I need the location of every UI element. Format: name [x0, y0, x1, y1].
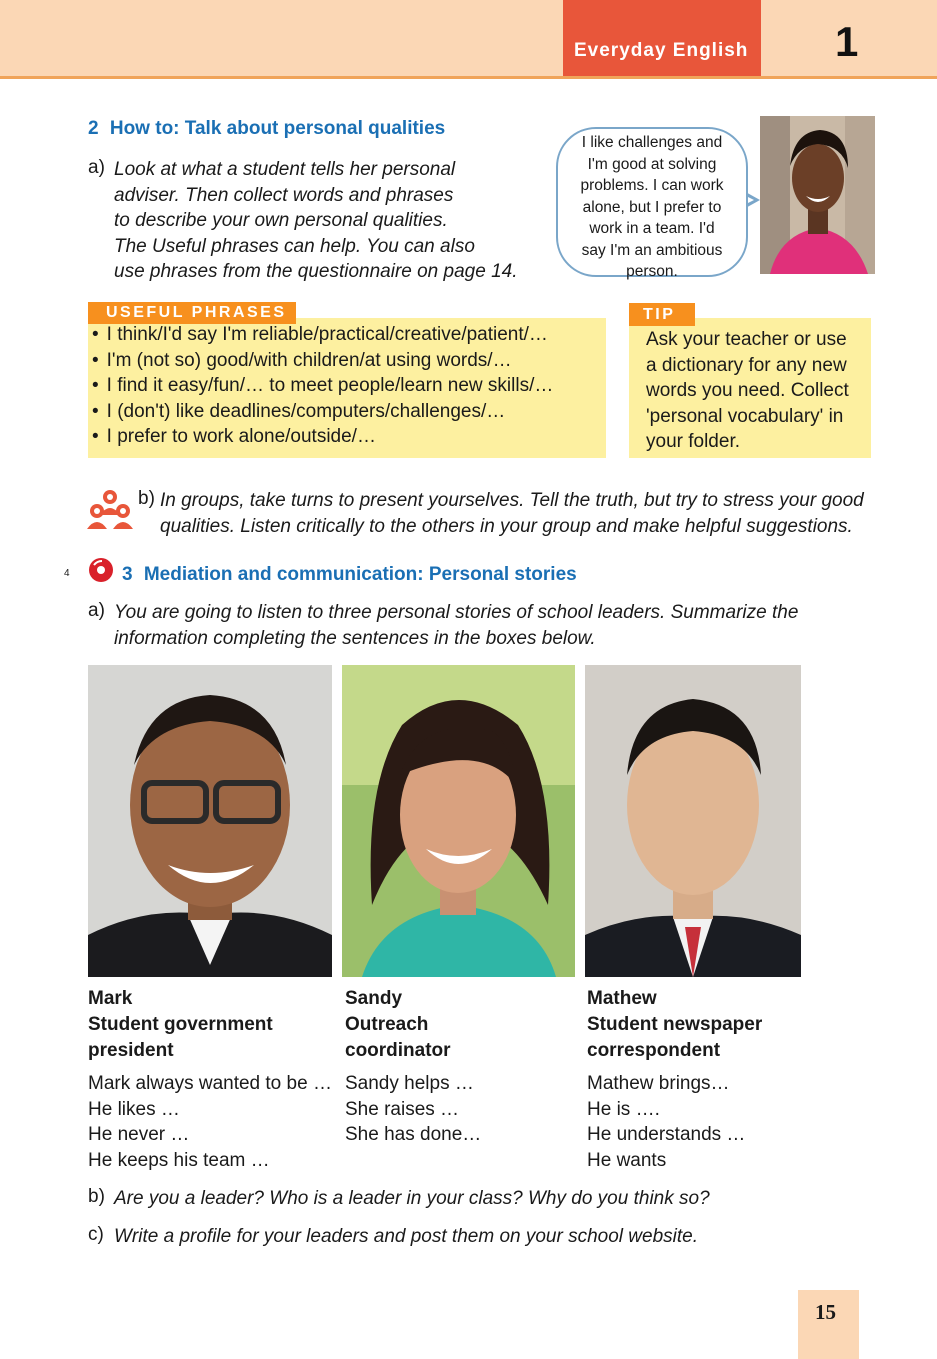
tip-label: TIP [629, 303, 695, 326]
ex2-heading [88, 118, 445, 140]
sentence-starter: He wants [587, 1149, 667, 1171]
sentences-mark [88, 1071, 344, 1173]
photo-mathew [585, 665, 801, 977]
caption-sandy [345, 986, 578, 1064]
bubble-line: problems. I can work [580, 177, 724, 194]
speech-bubble [556, 127, 748, 280]
sentences-mathew [587, 1071, 847, 1173]
bubble-line: person. [626, 263, 678, 280]
tip-line: a dictionary for any new [646, 354, 847, 376]
ex2-a-line: The Useful phrases can help. You can also [114, 235, 475, 257]
ex2-a-line: use phrases from the questionnaire on page 14. [114, 261, 518, 282]
sentence-starter: He understands … [587, 1124, 746, 1145]
section-title: Everyday English [574, 40, 749, 61]
person-role: Outreach [345, 1014, 429, 1035]
header-band [0, 0, 937, 76]
ex2-number: 2 [88, 118, 99, 139]
ex2-a-line: to describe your own personal qualities. [114, 210, 448, 231]
person-role: Student government [88, 1014, 273, 1035]
person-role: correspondent [587, 1040, 721, 1061]
ex2-b-line: In groups, take turns to present yourselves. Tell the truth, but try to stress your good [160, 490, 864, 511]
bubble-line: say I'm an ambitious [581, 241, 723, 259]
person-role: coordinator [345, 1040, 451, 1061]
bubble-line: alone, but I prefer to [582, 198, 722, 216]
phrase-item: • I (don't) like deadlines/computers/challenges/… [92, 399, 607, 425]
unit-number: 1 [835, 18, 859, 65]
phrase-item: • I'm (not so) good/with children/at using words/… [92, 348, 607, 374]
bubble-line: I like challenges and [581, 134, 723, 151]
audio-track-number: 4 [64, 568, 70, 579]
ex3-heading [122, 564, 577, 586]
tip-line: your folder. [646, 431, 740, 452]
tip-text [646, 327, 868, 455]
ex3-b-text: Are you a leader? Who is a leader in your class? Why do you think so? [114, 1188, 710, 1209]
sentence-starter: He never … [88, 1124, 190, 1145]
ex3-number: 3 [122, 564, 133, 585]
ex3-a-line: You are going to listen to three personal stories of school leaders. Summarize the [114, 602, 799, 623]
ex2-a-label: a) [88, 157, 105, 178]
sentence-starter: Sandy helps … [345, 1073, 474, 1094]
ex2-b-text [160, 488, 890, 539]
audio-cd-icon[interactable] [88, 557, 114, 583]
bubble-line: work in a team. I'd [589, 220, 715, 237]
tip-line: Ask your teacher or use [646, 329, 847, 350]
sentence-starter: He is …. [587, 1098, 660, 1120]
sentence-starter: She has done… [345, 1124, 482, 1145]
sentence-starter: Mark always wanted to be … [88, 1073, 332, 1094]
useful-phrases-label: USEFUL PHRASES [88, 302, 296, 324]
student-photo [760, 116, 875, 274]
person-name: Mark [88, 988, 133, 1009]
photo-mark [88, 665, 332, 977]
ex2-b-label: b) [138, 488, 155, 509]
header-rule [0, 76, 937, 79]
sentence-starter: He likes … [88, 1098, 180, 1120]
sentence-starter: Mathew brings… [587, 1073, 730, 1094]
phrase-item: • I prefer to work alone/outside/… [92, 424, 607, 450]
ex2-b-line: qualities. Listen critically to the others in your group and make helpful suggestions. [160, 515, 853, 537]
bubble-line: I'm good at solving [587, 155, 717, 173]
ex3-b-label: b) [88, 1186, 105, 1207]
ex3-a-line: information completing the sentences in the boxes below. [114, 627, 596, 649]
person-role: president [88, 1040, 174, 1061]
person-name: Mathew [587, 988, 657, 1009]
tip-line: words you need. Collect [646, 380, 849, 401]
ex3-c-label: c) [88, 1224, 104, 1245]
ex3-title: Mediation and communication: Personal stories [143, 564, 577, 585]
ex3-a-text [114, 600, 874, 651]
section-tab [563, 0, 761, 76]
sentence-starter: She raises … [345, 1098, 460, 1120]
ex2-a-line: adviser. Then collect words and phrases [114, 184, 454, 206]
ex2-a-instructions [114, 157, 554, 285]
ex2-title: How to: Talk about personal qualities [109, 118, 446, 139]
ex2-a-line: Look at what a student tells her personal [114, 159, 456, 180]
phrase-item: • I think/I'd say I'm reliable/practical/creative/patient/… [92, 322, 607, 348]
ex3-a-label: a) [88, 600, 105, 621]
person-role: Student newspaper [587, 1014, 763, 1035]
sentence-starter: He keeps his team … [88, 1149, 270, 1171]
tip-line: 'personal vocabulary' in [646, 405, 844, 427]
sentences-sandy [345, 1071, 578, 1148]
person-name: Sandy [345, 988, 403, 1009]
group-work-icon [86, 487, 134, 531]
phrase-item: • I find it easy/fun/… to meet people/learn new skills/… [92, 373, 607, 399]
ex3-c-text: Write a profile for your leaders and post them on your school website. [114, 1226, 699, 1247]
caption-mark [88, 986, 332, 1064]
photo-sandy [342, 665, 575, 977]
page-number: 15 [815, 1300, 836, 1324]
useful-phrases-list [92, 322, 607, 450]
caption-mathew [587, 986, 847, 1064]
